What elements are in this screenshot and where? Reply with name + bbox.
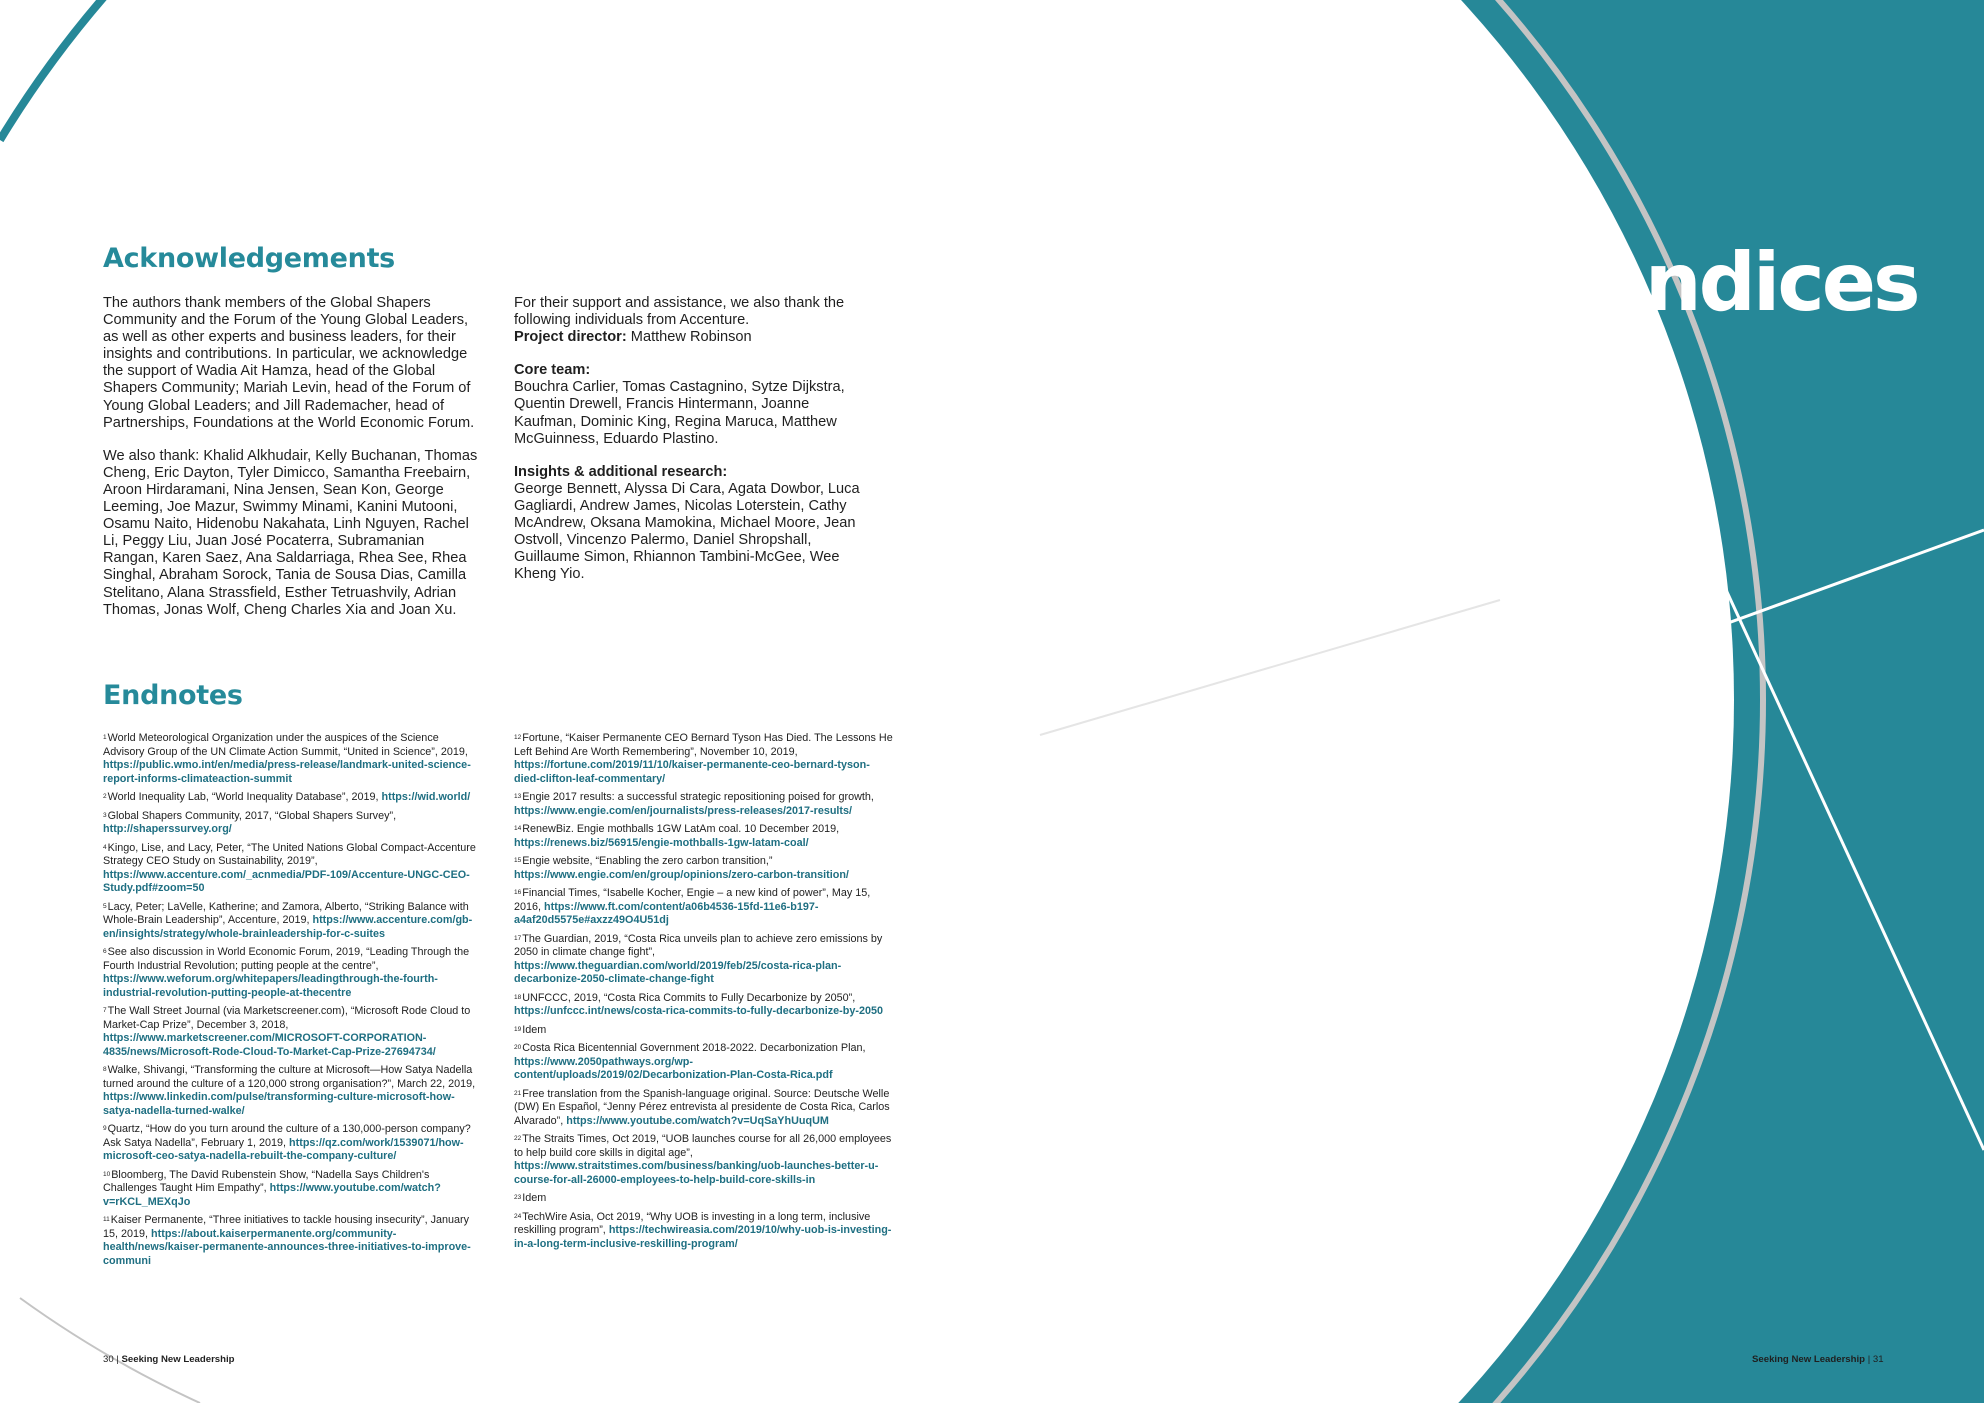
endnote-number: 9 — [103, 1125, 107, 1132]
endnote-link[interactable]: https://renews.biz/56915/engie-mothballs-1gw-latam-coal/ — [514, 836, 809, 849]
endnote-link[interactable]: https://www.theguardian.com/world/2019/feb/25/costa-rica-plan-decarbonize-2050-climate-change-fight — [514, 959, 842, 985]
page-number-left: 30 — [103, 1354, 114, 1365]
endnote-text: Kaiser Permanente, “Three initiatives to tackle housing insecurity”, January 15, 2019, — [103, 1214, 470, 1240]
footer-separator-right: | — [1865, 1354, 1873, 1365]
endnote-item — [514, 791, 894, 818]
endnote-number: 23 — [514, 1194, 522, 1201]
acknowledgements-right-column — [514, 295, 864, 583]
endnote-item — [514, 1088, 894, 1129]
endnote-link[interactable]: https://fortune.com/2019/11/10/kaiser-permanente-ceo-bernard-tyson-died-clifton-leaf-commentary/ — [514, 759, 870, 785]
endnote-item — [103, 842, 477, 896]
insights-label: Insights & additional research: — [514, 463, 728, 480]
endnote-number: 13 — [514, 793, 522, 800]
endnote-item — [514, 1042, 894, 1083]
insights-names: George Bennett, Alyssa Di Cara, Agata Dowbor, Luca Gagliardi, Andrew James, Nicolas Loterstein, Cathy McAndrew, Oksana Mamokina, Michael Moore, Jean Ostvoll, Vincenzo Palermo, Daniel Shropshall, Guillaume Simon, Rhiannon Tambini-McGee, Wee Kheng Yio. — [514, 480, 860, 583]
footer-right — [1752, 1354, 1884, 1365]
endnote-item — [103, 1214, 477, 1268]
endnote-text: The Wall Street Journal (via Marketscreener.com), “Microsoft Rode Cloud to Market-Cap Prize”, December 3, 2018, — [103, 1005, 471, 1031]
footer-left — [103, 1354, 235, 1365]
endnote-link[interactable]: https://www.2050pathways.org/wp-content/uploads/2019/02/Decarbonization-Plan-Costa-Rica.pdf — [514, 1055, 833, 1081]
endnote-item — [103, 810, 477, 837]
endnote-item — [103, 732, 477, 786]
endnote-number: 24 — [514, 1212, 522, 1220]
endnote-number: 12 — [514, 734, 522, 741]
endnote-number: 5 — [103, 902, 107, 910]
endnote-text: Free translation from the Spanish-language original. Source: Deutsche Welle (DW) En Español, “Jenny Pérez entrevista al presidente de Costa Rica, Carlos Alvarado”, — [514, 1087, 890, 1127]
endnote-number: 4 — [103, 843, 107, 851]
endnote-link[interactable]: https://www.ft.com/content/a06b4536-15fd-11e6-b197-a4af20d5575e#axzz49O4U51dj — [514, 900, 819, 926]
endnote-text: Walke, Shivangi, “Transforming the culture at Microsoft—How Satya Nadella turned around the culture of a 120,000 strong organisation?”, March 22, 2019, — [103, 1064, 476, 1090]
endnote-number: 7 — [103, 1007, 107, 1014]
endnote-text: Idem — [522, 1023, 547, 1036]
endnote-link[interactable]: https://www.marketscreener.com/MICROSOFT-CORPORATION-4835/news/Microsoft-Rode-Cloud-To-Market-Cap-Prize-27694734/ — [103, 1032, 436, 1058]
endnote-item — [103, 1123, 477, 1164]
endnote-item — [103, 1064, 477, 1118]
appendices-title: Appendices — [1426, 236, 1918, 329]
endnote-item — [514, 933, 894, 987]
endnote-link[interactable]: https://public.wmo.int/en/media/press-release/landmark-united-science-report-informs-climateaction-summit — [103, 759, 471, 785]
endnote-text: Kingo, Lise, and Lacy, Peter, “The United Nations Global Compact-Accenture Strategy CEO Study on Sustainability, 2019”, — [103, 841, 476, 867]
endnote-item — [514, 992, 894, 1019]
endnotes-right-column — [514, 732, 894, 1256]
endnote-text: Quartz, “How do you turn around the culture of a 130,000-person company? Ask Satya Nadella”, February 1, 2019, — [103, 1123, 471, 1149]
endnote-link[interactable]: https://www.weforum.org/whitepapers/leadingthrough-the-fourth-industrial-revolution-putting-people-at-thecentre — [103, 973, 438, 999]
endnote-item — [514, 823, 894, 850]
endnote-text: Bloomberg, The David Rubenstein Show, “Nadella Says Children's Challenges Taught Him Empathy”, — [103, 1168, 430, 1194]
endnote-text: Engie website, “Enabling the zero carbon transition,” — [522, 855, 773, 867]
endnote-item — [103, 901, 477, 942]
endnotes-left-column — [103, 732, 477, 1273]
endnote-text: Fortune, “Kaiser Permanente CEO Bernard Tyson Has Died. The Lessons He Left Behind Are Worth Remembering”, November 10, 2019, — [514, 732, 893, 758]
ack-paragraph-3: For their support and assistance, we also thank the following individuals from Accenture. — [514, 295, 845, 329]
endnote-link[interactable]: https://www.accenture.com/gb-en/insights/strategy/whole-brainleadership-for-c-suites — [103, 914, 473, 940]
endnote-item — [103, 1169, 477, 1210]
endnote-text: Lacy, Peter; LaVelle, Katherine; and Zamora, Alberto, “Striking Balance with Whole-Brain Leadership”, Accenture, 2019, — [103, 900, 469, 926]
endnote-text: The Guardian, 2019, “Costa Rica unveils plan to achieve zero emissions by 2050 in climate change fight”, — [514, 932, 883, 958]
endnote-text: RenewBiz. Engie mothballs 1GW LatAm coal. 10 December 2019, — [522, 823, 840, 835]
endnote-number: 21 — [514, 1089, 522, 1097]
endnote-text: World Inequality Lab, “World Inequality Database”, 2019, — [107, 791, 382, 803]
endnote-item — [514, 855, 894, 882]
endnote-item — [514, 1211, 894, 1252]
endnote-link[interactable]: https://www.straitstimes.com/business/banking/uob-launches-better-u-course-for-all-26000-employees-to-help-build-core-skills-in — [514, 1160, 879, 1186]
endnote-text: UNFCCC, 2019, “Costa Rica Commits to Fully Decarbonize by 2050”, — [522, 991, 856, 1004]
project-director-name: Matthew Robinson — [630, 329, 752, 346]
footer-title-left: Seeking New Leadership — [121, 1354, 235, 1365]
endnote-item — [103, 946, 477, 1000]
endnote-number: 2 — [103, 793, 107, 800]
project-director-label: Project director: — [514, 329, 627, 346]
page-number-right: 31 — [1872, 1354, 1884, 1365]
endnote-item — [103, 1005, 477, 1059]
endnote-number: 16 — [514, 889, 522, 896]
acknowledgements-heading: Acknowledgements — [103, 243, 395, 274]
endnote-number: 1 — [103, 734, 107, 741]
endnote-item — [514, 732, 894, 786]
endnote-link[interactable]: https://www.youtube.com/watch?v=UqSaYhUuqUM — [566, 1114, 829, 1127]
footer-separator-left: | — [113, 1354, 122, 1365]
core-team-names: Bouchra Carlier, Tomas Castagnino, Sytze Dijkstra, Quentin Drewell, Francis Hintermann, Joanne Kaufman, Dominic King, Regina Maruca, Matthew McGuinness, Eduardo Plastino. — [514, 379, 845, 447]
endnote-text: Engie 2017 results: a successful strategic repositioning poised for growth, — [522, 791, 874, 803]
endnote-number: 14 — [514, 825, 522, 832]
endnote-number: 20 — [514, 1044, 522, 1051]
endnote-link[interactable]: https://qz.com/work/1539071/how-microsoft-ceo-satya-nadella-rebuilt-the-company-culture/ — [103, 1136, 464, 1162]
endnote-item — [514, 1024, 894, 1038]
endnote-number: 3 — [103, 811, 107, 819]
endnote-link[interactable]: https://wid.world/ — [381, 791, 471, 803]
footer-title-right: Seeking New Leadership — [1752, 1354, 1866, 1365]
endnote-item — [514, 1133, 894, 1187]
endnote-item — [514, 1192, 894, 1206]
endnote-number: 17 — [514, 934, 522, 942]
endnote-link[interactable]: https://techwireasia.com/2019/10/why-uob-is-investing-in-a-long-term-inclusive-reskilling-program/ — [514, 1224, 892, 1250]
endnote-text: Costa Rica Bicentennial Government 2018-2022. Decarbonization Plan, — [522, 1042, 866, 1054]
endnote-link[interactable]: https://unfccc.int/news/costa-rica-commits-to-fully-decarbonize-by-2050 — [514, 1005, 883, 1017]
endnote-number: 10 — [103, 1170, 111, 1178]
endnote-link[interactable]: https://www.linkedin.com/pulse/transforming-culture-microsoft-how-satya-nadella-turned-walke/ — [103, 1091, 455, 1117]
endnote-number: 8 — [103, 1066, 107, 1073]
endnote-link[interactable]: https://www.engie.com/en/group/opinions/zero-carbon-transition/ — [514, 868, 849, 881]
endnote-text: Financial Times, “Isabelle Kocher, Engie – a new kind of power”, May 15, 2016, — [514, 887, 871, 913]
endnote-number: 15 — [514, 857, 522, 864]
endnote-text: See also discussion in World Economic Forum, 2019, “Leading Through the Fourth Industrial Revolution; putting people at the centre”, — [103, 946, 470, 972]
endnote-link[interactable]: https://www.youtube.com/watch?v=rKCL_MEXqJo — [103, 1182, 441, 1208]
endnote-link[interactable]: https://www.engie.com/en/journalists/press-releases/2017-results/ — [514, 804, 853, 817]
endnote-link[interactable]: https://about.kaiserpermanente.org/community-health/news/kaiser-permanente-announces-three-initiatives-to-improve-communi — [103, 1227, 471, 1267]
endnote-number: 6 — [103, 948, 107, 955]
endnote-number: 11 — [103, 1216, 110, 1223]
ack-paragraph-1: The authors thank members of the Global Shapers Community and the Forum of the Young Global Leaders, as well as other experts and business leaders, for their insights and contributions. In particular, we acknowledge the support of Wadia Ait Hamza, head of the Global Shapers Community; Mariah Levin, head of the Forum of Young Global Leaders; and Jill Rademacher, head of Partnerships, Foundations at the World Economic Forum. — [103, 295, 475, 431]
endnote-text: Global Shapers Community, 2017, “Global Shapers Survey”, — [107, 809, 397, 822]
acknowledgements-left-column — [103, 295, 478, 619]
endnote-number: 18 — [514, 993, 522, 1001]
endnote-number: 19 — [514, 1025, 522, 1033]
endnote-link[interactable]: https://www.accenture.com/_acnmedia/PDF-109/Accenture-UNGC-CEO-Study.pdf#zoom=50 — [103, 868, 470, 894]
endnote-text: The Straits Times, Oct 2019, “UOB launches course for all 26,000 employees to help build core skills in digital age”, — [514, 1133, 892, 1159]
endnote-item — [103, 791, 477, 805]
endnote-text: TechWire Asia, Oct 2019, “Why UOB is investing in a long term, inclusive reskilling program”, — [514, 1210, 871, 1236]
endnote-item — [514, 887, 894, 928]
endnotes-heading: Endnotes — [103, 680, 243, 711]
core-team-label: Core team: — [514, 362, 591, 379]
ack-paragraph-2: We also thank: Khalid Alkhudair, Kelly Buchanan, Thomas Cheng, Eric Dayton, Tyler Dimicco, Samantha Freebairn, Aroon Hirdaramani, Nina Jensen, Sean Kon, George Leeming, Joe Mazur, Swimmy Minami, Kanini Mutooni, Osamu Naito, Hidenobu Nakahata, Linh Nguyen, Rachel Li, Peggy Liu, Juan José Pocaterra, Subramanian Rangan, Karen Saez, Ana Saldarriaga, Rhea See, Rhea Singhal, Abraham Sorock, Tania de Sousa Dias, Camilla Stelitano, Alana Strassfield, Esther Tetruashvily, Adrian Thomas, Jonas Wolf, Cheng Charles Xia and Joan Xu. — [103, 447, 478, 618]
endnote-number: 22 — [514, 1135, 522, 1142]
endnote-text: World Meteorological Organization under the auspices of the Science Advisory Group of the UN Climate Action Summit, “United in Science”, 2019, — [103, 732, 468, 758]
endnote-link[interactable]: http://shaperssurvey.org/ — [103, 823, 232, 835]
endnote-text: Idem — [522, 1192, 547, 1204]
